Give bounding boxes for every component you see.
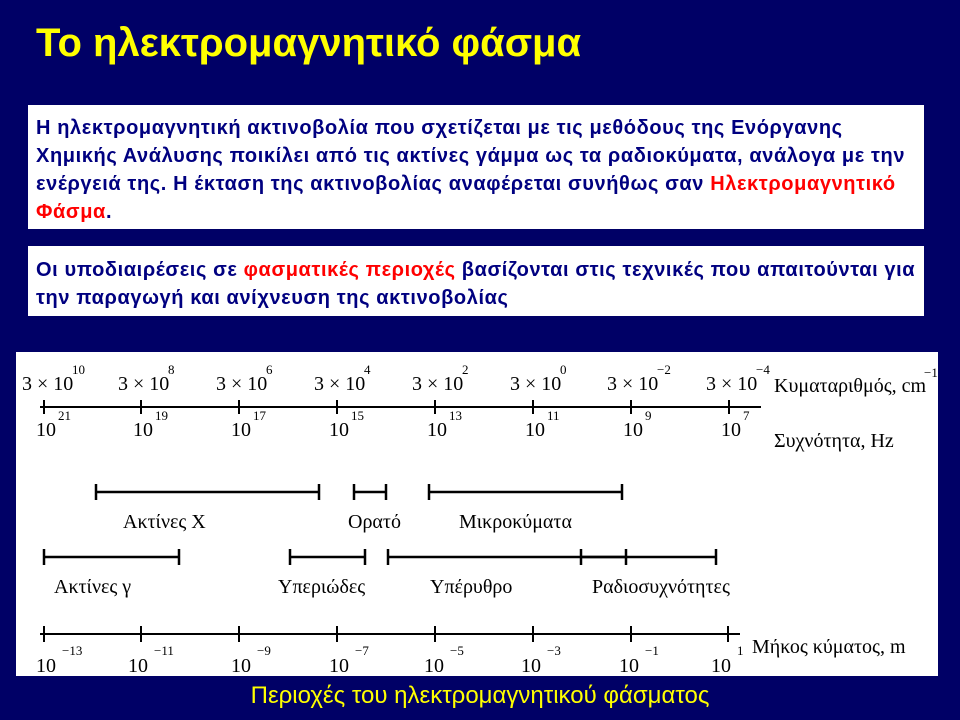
frequency-tick-label: 10 [525,419,545,441]
intro-highlight: Ηλεκτρομαγνητικό Φάσμα [36,173,896,223]
subdiv-text-2: βασίζονται στις τεχνικές που απαιτούνται για την παραγωγή και ανίχνευση της ακτινοβολίας [36,259,916,309]
region-label-lower: Ακτίνες γ [54,576,132,598]
wavenumber-tick-exponent: −4 [756,362,770,377]
subdiv-highlight: φασματικές περιοχές [243,259,456,281]
frequency-tick-exponent: 11 [547,408,560,423]
wavenumber-tick-label: 3 × 10 [706,373,758,395]
frequency-tick-exponent: 7 [743,408,750,423]
wavenumber-tick-exponent: 8 [168,362,175,377]
region-label-lower: Ραδιοσυχνότητες [592,576,730,598]
frequency-tick-label: 10 [721,419,741,441]
wavelength-tick-label: 10 [424,655,444,676]
frequency-tick-label: 10 [133,419,153,441]
frequency-tick-exponent: 21 [58,408,71,423]
figure-caption: Περιοχές του ηλεκτρομαγνητικού φάσματος [250,682,710,709]
wavenumber-tick-label: 3 × 10 [216,373,268,395]
wavenumber-tick-exponent: 10 [72,362,85,377]
wavenumber-axis-label: Κυματαριθμός, cm [774,375,927,397]
intro-text: Η ηλεκτρομαγνητική ακτινοβολία που σχετίζεται με τις μεθόδους της Ενόργανης Χημικής Ανάλυσης ποικίλει από τις ακτίνες γάμμα ως τα ραδιοκύματα, ανάλογα με την ενέργειά της. Η έκταση της ακτινοβολίας αναφέρεται συνήθως σαν [36,117,906,195]
wavenumber-tick-label: 3 × 10 [510,373,562,395]
wavelength-tick-exponent: −3 [547,643,561,658]
wavelength-axis-label: Μήκος κύματος, m [752,636,906,658]
wavelength-tick-label: 10 [711,655,731,676]
wavenumber-tick-exponent: 4 [364,362,371,377]
wavenumber-tick-exponent: 2 [462,362,469,377]
subdivision-text-box [28,246,924,316]
frequency-tick-label: 10 [623,419,643,441]
spectrum-diagram-svg [16,352,938,676]
wavelength-tick-label: 10 [128,655,148,676]
wavelength-tick-exponent: −7 [355,643,369,658]
frequency-axis-label: Συχνότητα, Hz [774,430,894,452]
wavelength-tick-exponent: −1 [645,643,659,658]
frequency-tick-exponent: 15 [351,408,364,423]
frequency-tick-exponent: 13 [449,408,462,423]
region-label-upper: Ακτίνες Χ [123,511,206,533]
wavelength-tick-label: 10 [231,655,251,676]
spectrum-diagram [16,352,938,676]
wavelength-tick-exponent: −13 [62,643,83,658]
intro-end: . [105,201,113,223]
wavelength-tick-label: 10 [521,655,541,676]
region-label-upper: Ορατό [348,511,401,533]
wavelength-tick-label: 10 [329,655,349,676]
wavelength-tick-exponent: −5 [450,643,464,658]
intro-text-box [28,105,924,229]
frequency-tick-label: 10 [231,419,251,441]
wavenumber-tick-exponent: 6 [266,362,273,377]
wavenumber-tick-label: 3 × 10 [412,373,464,395]
wavelength-tick-label: 10 [36,655,56,676]
wavenumber-tick-label: 3 × 10 [607,373,659,395]
wavenumber-tick-exponent: 0 [560,362,567,377]
region-label-upper: Μικροκύματα [459,511,572,533]
frequency-tick-label: 10 [329,419,349,441]
wavelength-tick-exponent: −11 [154,643,174,658]
wavelength-tick-label: 10 [619,655,639,676]
page-title: Το ηλεκτρομαγνητικό φάσμα [36,21,582,65]
wavenumber-tick-label: 3 × 10 [314,373,366,395]
frequency-tick-exponent: 19 [155,408,168,423]
frequency-tick-exponent: 17 [253,408,266,423]
frequency-tick-label: 10 [427,419,447,441]
wavelength-tick-exponent: 1 [737,643,744,658]
wavenumber-tick-label: 3 × 10 [22,373,74,395]
wavelength-tick-exponent: −9 [257,643,271,658]
wavenumber-tick-label: 3 × 10 [118,373,170,395]
region-label-lower: Υπεριώδες [278,576,366,598]
region-label-lower: Υπέρυθρο [430,576,513,598]
wavenumber-tick-exponent: −2 [657,362,671,377]
frequency-tick-label: 10 [36,419,56,441]
wavenumber-unit-exponent: −1 [924,365,938,380]
frequency-tick-exponent: 9 [645,408,652,423]
subdiv-text-1: Οι υποδιαιρέσεις σε [36,259,244,281]
